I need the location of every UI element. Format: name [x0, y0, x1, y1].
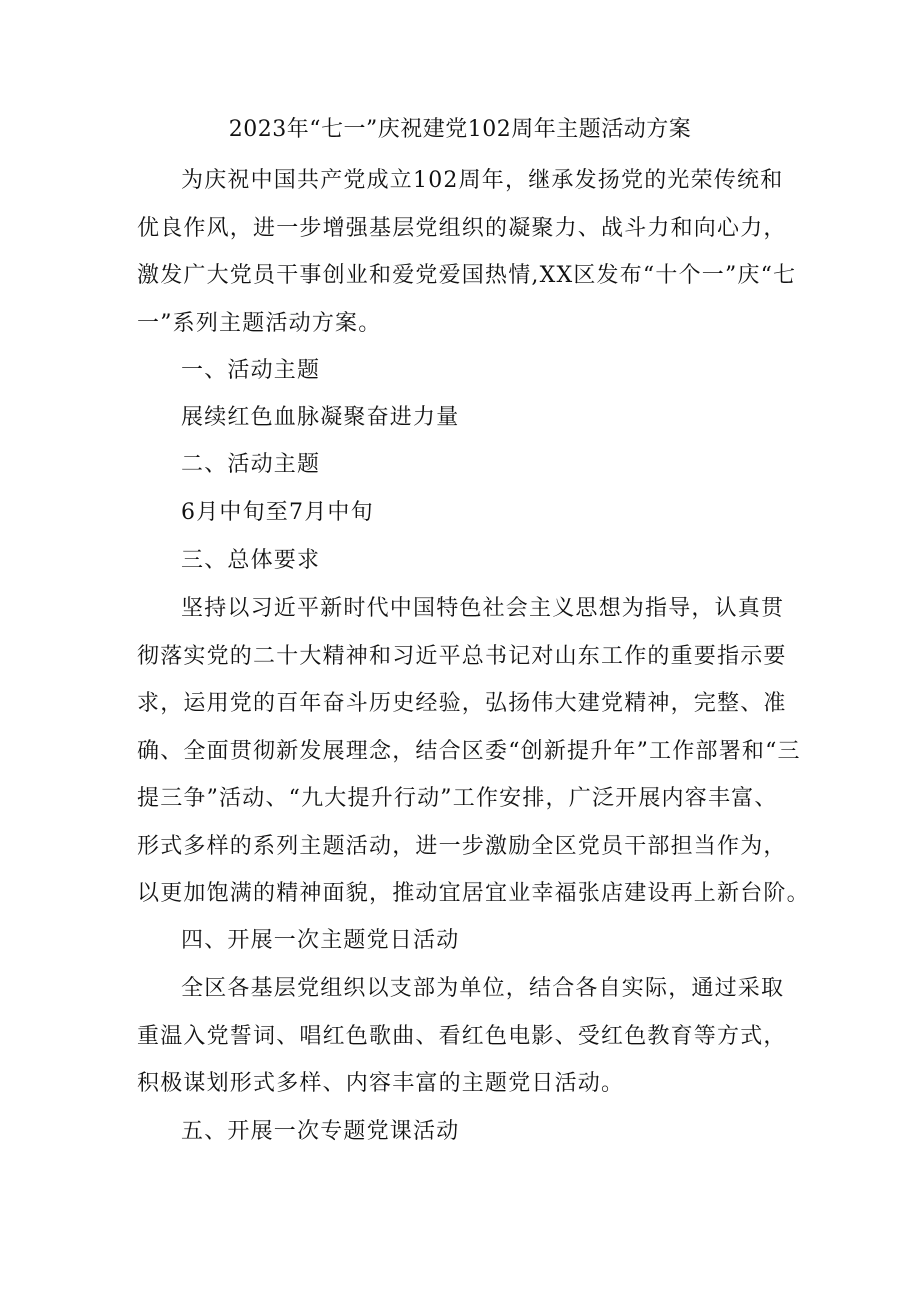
body-line: 全区各基层党组织以支部为单位，结合各自实际，通过采取: [181, 976, 785, 1001]
section-heading: 五、开展一次专题党课活动: [181, 1119, 460, 1144]
section-heading: 一、活动主题: [181, 358, 321, 383]
section-2-body: [137, 489, 797, 537]
section-5-heading: [137, 1108, 797, 1156]
body-line: 确、全面贯彻新发展理念，结合区委“创新提升年”工作部署和“三: [137, 738, 801, 764]
body-line: 形式多样的系列主题活动，进一步激励全区党员干部担当作为，: [137, 833, 787, 859]
intro-paragraph: [137, 157, 797, 347]
body-line: 坚持以习近平新时代中国特色社会主义思想为指导，认真贯: [181, 596, 785, 621]
section-body: 展续红色血脉凝聚奋进力量: [181, 405, 460, 430]
section-4-heading: [137, 917, 797, 965]
section-1-body: [137, 394, 797, 442]
section-body: 6月中旬至7月中旬: [181, 500, 374, 525]
section-1-heading: [137, 347, 797, 395]
body-line: 求，运用党的百年奋斗历史经验，弘扬伟大建党精神，完整、准: [137, 691, 787, 716]
section-heading: 四、开展一次主题党日活动: [181, 928, 460, 953]
intro-line: 优良作风，进一步增强基层党组织的凝聚力、战斗力和向心力，: [137, 215, 787, 241]
section-heading: 三、总体要求: [181, 548, 321, 573]
section-3-body: [137, 585, 810, 918]
body-line: 以更加饱满的精神面貌，推动宜居宜业幸福张店建设再上新台阶。: [137, 881, 810, 906]
intro-line: 一”系列主题活动方案。: [137, 310, 382, 336]
document-title: 2023年“七一”庆祝建党102周年主题活动方案: [228, 117, 692, 142]
body-line: 积极谋划形式多样、内容丰富的主题党日活动。: [137, 1071, 625, 1096]
section-3-heading: [137, 537, 797, 585]
body-line: 彻落实党的二十大精神和习近平总书记对山东工作的重要指示要: [137, 643, 787, 669]
section-2-heading: [137, 441, 797, 489]
intro-line: 为庆祝中国共产党成立102周年，继承发扬党的光荣传统和: [181, 168, 784, 193]
body-line: 重温入党誓词、唱红色歌曲、看红色电影、受红色教育等方式，: [137, 1023, 787, 1049]
body-line: 提三争”活动、“九大提升行动”工作安排，广泛开展内容丰富、: [137, 786, 778, 811]
section-heading: 二、活动主题: [181, 452, 321, 477]
section-4-body: [137, 965, 797, 1108]
intro-line: 激发广大党员干事创业和爱党爱国热情,XX区发布“十个一”庆“七: [137, 263, 797, 288]
